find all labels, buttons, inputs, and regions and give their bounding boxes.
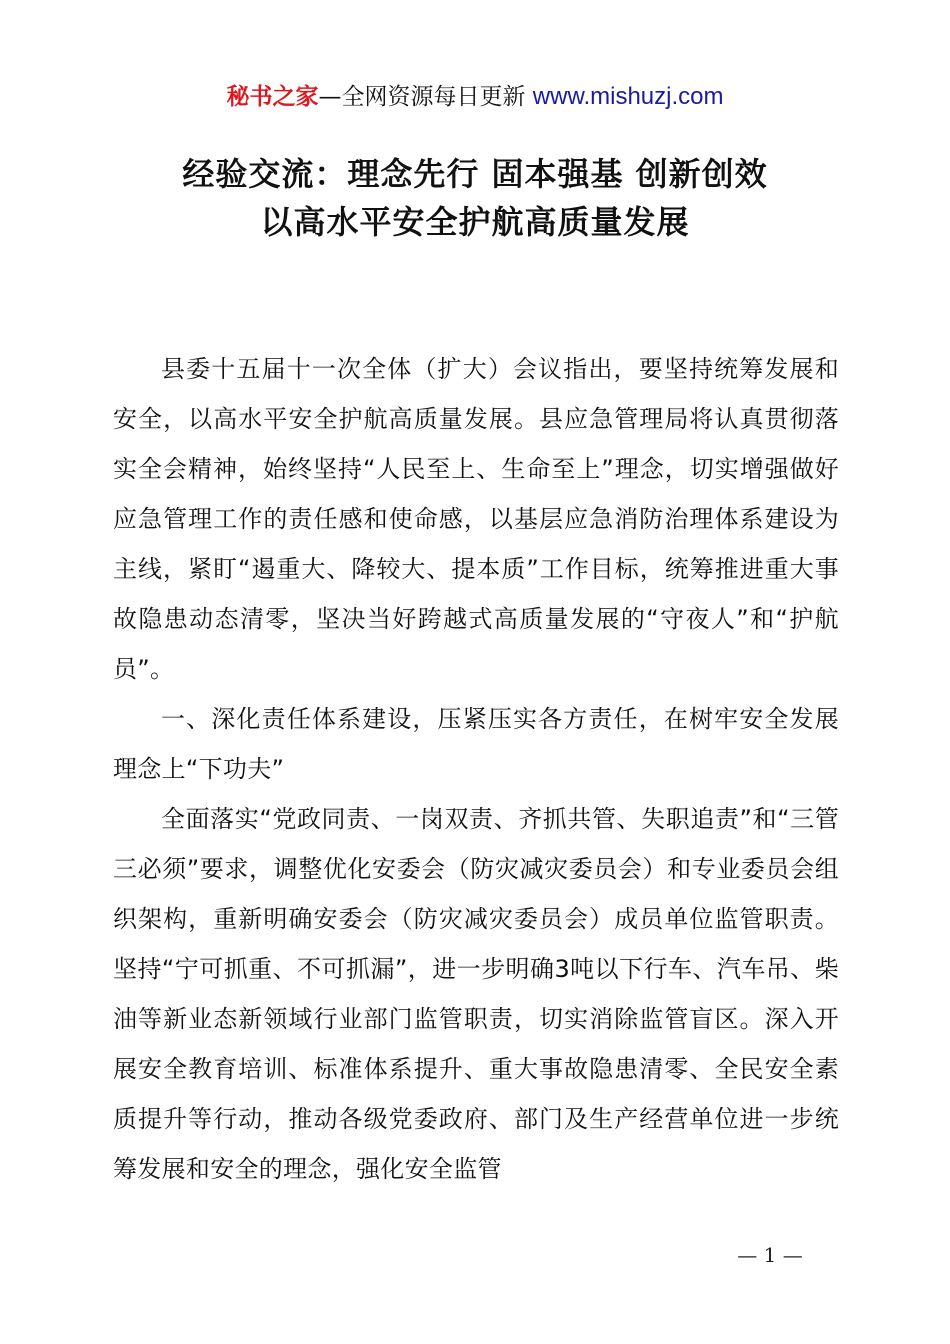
site-banner [0, 80, 950, 114]
site-tagline: —全网资源每日更新 [318, 84, 526, 110]
intro-paragraph: 县委十五届十一次全体（扩大）会议指出，要坚持统筹发展和安全，以高水平安全护航高质量发展。县应急管理局将认真贯彻落实全会精神，始终坚持“人民至上、生命至上”理念，切实增强做好应急管理工作的责任感和使命感，以基层应急消防治理体系建设为主线，紧盯“遏重大、降较大、提本质”工作目标，统筹推进重大事故隐患动态清零，坚决当好跨越式高质量发展的“守夜人”和“护航员”。 [113, 355, 839, 683]
site-brand: 秘书之家 [226, 84, 319, 110]
title-line-2: 以高水平安全护航高质量发展 [260, 203, 690, 241]
body-paragraph: 全面落实“党政同责、一岗双责、齐抓共管、失职追责”和“三管三必须”要求，调整优化安委会（防灾减灾委员会）和专业委员会组织架构，重新明确安委会（防灾减灾委员会）成员单位监管职责。坚持“宁可抓重、不可抓漏”，进一步明确3吨以下行车、汽车吊、柴油等新业态新领域行业部门监管职责，切实消除监管盲区。深入开展安全教育培训、标准体系提升、重大事故隐患清零、全民安全素质提升等行动，推动各级党委政府、部门及生产经营单位进一步统筹发展和安全的理念，强化安全监管 [113, 805, 839, 1183]
document-title [0, 150, 950, 246]
site-url-link[interactable]: www.mishuzj.com [532, 83, 724, 110]
title-line-1: 经验交流：理念先行 固本强基 创新创效 [182, 155, 768, 193]
document-body [113, 344, 839, 1194]
section-heading: 一、深化责任体系建设，压紧压实各方责任，在树牢安全发展理念上“下功夫” [113, 705, 839, 783]
page-number: — 1 — [737, 1243, 803, 1267]
